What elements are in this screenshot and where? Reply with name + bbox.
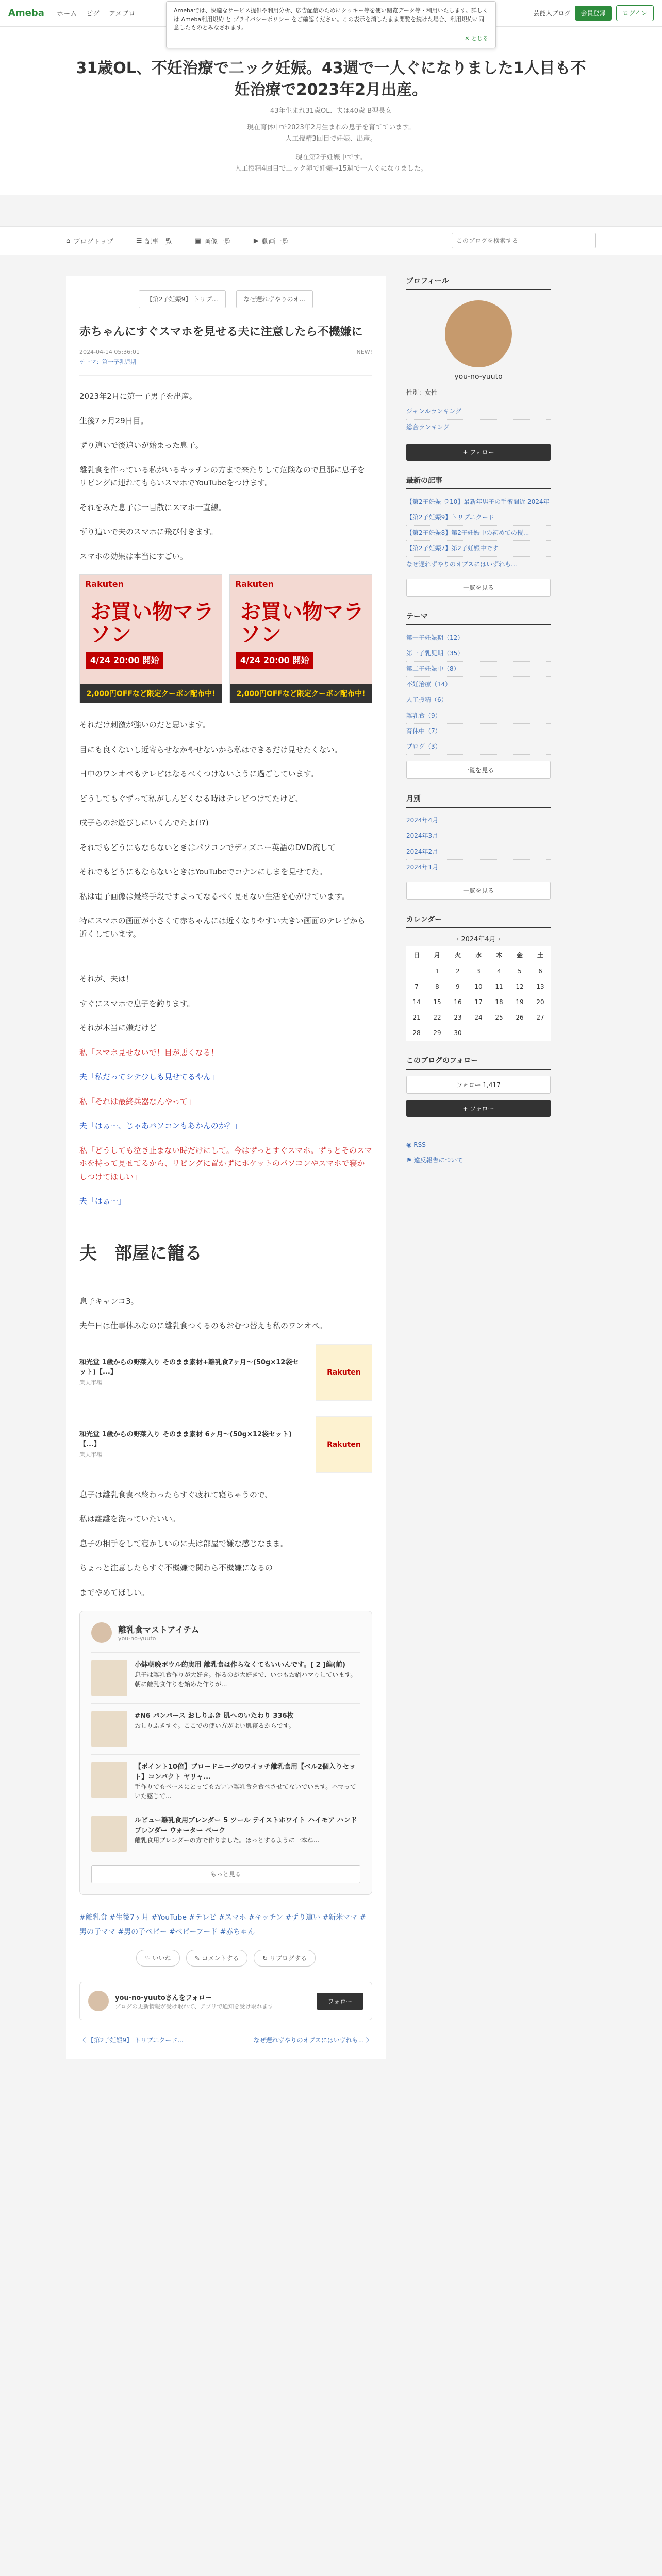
product-shop: 楽天市場 (79, 1379, 102, 1386)
theme-item[interactable]: ブログ（3） (406, 739, 551, 755)
entry-pager (79, 2036, 372, 2044)
body-text: 私は離離を洗っていたいい。 (79, 1514, 180, 1524)
report-label: 違反報告について (413, 1157, 464, 1164)
ranking-list (406, 404, 551, 435)
top-nav (57, 8, 135, 18)
cal-date (406, 963, 427, 979)
monthly-item[interactable]: 2024年4月 (406, 813, 551, 828)
latest-item[interactable]: 【第2子妊娠-ラ10】最新年男子の手術間近 2024年 (406, 495, 551, 510)
reblog-label: リブログする (269, 1955, 307, 1962)
cal-date: 1 (435, 967, 439, 975)
theme-item[interactable]: 不妊治療（14） (406, 677, 551, 692)
cal-date: 9 (456, 982, 460, 990)
dialog-line: 夫「私だってシテ少しも見せてるやん」 (79, 1072, 219, 1082)
profile-gender: 性別：女性 (406, 389, 438, 397)
sidebar (406, 276, 551, 2059)
cal-date: 18 (495, 998, 503, 1006)
blog-header (0, 27, 662, 195)
avatar (91, 1622, 112, 1643)
prev-entry-button[interactable]: 【第2子妊娠9】 トリプ... (139, 290, 226, 308)
nav-blog-top[interactable] (66, 236, 113, 246)
blog-subtitle: 43年生まれ31歳OL、夫は40歳 B型長女 (270, 107, 392, 115)
body-text: スマホの効果は本当にすごい。 (79, 551, 188, 561)
latest-item[interactable]: なぜ遅れずやりのオプスにはいずれも... (406, 557, 551, 572)
card-item[interactable] (91, 1808, 360, 1859)
banner-date: 4/24 20:00 開始 (86, 652, 163, 669)
nav-entries[interactable] (136, 236, 172, 246)
product-shop: 楽天市場 (79, 1451, 102, 1458)
body-text: 夫午日は仕事休みなのに離乳食つくるのもおむつ替えも私のワンオペ。 (79, 1321, 327, 1331)
theme-heading: テーマ (406, 611, 551, 625)
cal-date (489, 1025, 509, 1041)
cal-date: 3 (476, 967, 481, 975)
product-image: Rakuten (316, 1416, 372, 1473)
cal-date: 2 (456, 967, 460, 975)
blog-title[interactable]: 31歳OL、不妊治療で二ック妊娠。43週で一人ぐになりました1人目も不妊治療で2023年2月出産。 (76, 59, 586, 99)
body-text: それでもどうにもならないときはYouTubeでコナンにしまを見せてた。 (79, 867, 327, 877)
cal-date: 15 (433, 998, 441, 1006)
notice-text: Amebaでは、快適なサービス提供や利用分析、広告配信のためにクッキー等を使い閲覧データ等・利用いたします。詳しくは Ameba利用規約 と プライバシーポリシー をご確認ください。この表示を消したまま閲覧を続けた場合、利用規約に同意したものとみなされます。 (174, 7, 488, 31)
nav-label: 画像一覧 (204, 238, 231, 246)
rss-icon: ◉ (406, 1141, 414, 1148)
card-item[interactable] (91, 1652, 360, 1703)
cal-date: 13 (536, 982, 544, 990)
sidebar-follow-button-2[interactable]: + フォロー (406, 1100, 551, 1117)
theme-item[interactable]: 離乳食（9） (406, 708, 551, 724)
monthly-item[interactable]: 2024年2月 (406, 844, 551, 860)
product-name: 和光堂 1歳からの野菜入り そのまま素材 6ヶ月〜(50g×12袋セット)【...】 (79, 1430, 292, 1449)
nav-images[interactable] (195, 236, 231, 246)
banner-headline: お買い物マラソン (240, 600, 364, 647)
signup-button[interactable]: 会員登録 (575, 6, 612, 21)
comment-label: コメントする (202, 1955, 239, 1962)
product-link[interactable] (79, 1344, 372, 1401)
cal-date: 4 (497, 967, 501, 975)
latest-list (406, 495, 551, 572)
nav-ameblo[interactable]: アメブロ (108, 10, 136, 18)
cal-day: 日 (413, 951, 420, 959)
chevron-right-icon[interactable]: › (495, 935, 501, 943)
comment-button[interactable] (186, 1950, 248, 1967)
recommend-card (79, 1611, 372, 1895)
entry-meta (79, 349, 372, 355)
entry-actions (79, 1950, 372, 1967)
cal-date: 21 (412, 1013, 421, 1021)
body-text: すぐにスマホで息子を釣ります。 (79, 998, 195, 1008)
heart-icon: ♡ (145, 1955, 153, 1962)
card-author: you-no-yuuto (118, 1635, 156, 1642)
dialog-line: 私「スマホ見せないで！目が悪くなる！」 (79, 1047, 226, 1057)
footer-links (406, 1138, 551, 1168)
theme-more-button[interactable]: 一覧を見る (406, 761, 551, 779)
next-entry-button[interactable]: なぜ遅れずやりのオ... (236, 290, 313, 308)
body-text: それでもどうにもならないときはパソコンでディズニー英語のDVD流して (79, 842, 336, 852)
rakuten-banner[interactable] (229, 574, 372, 703)
cookie-notice (166, 1, 496, 48)
cal-date: 19 (516, 998, 524, 1006)
body-text: ずり這いで後追いが始まった息子。 (79, 440, 204, 450)
rakuten-banner[interactable] (79, 574, 222, 703)
cal-day: 金 (516, 951, 523, 959)
nav-videos[interactable] (254, 236, 289, 246)
body-text: 生後7ヶ月29日目。 (79, 416, 148, 426)
cal-date: 12 (516, 982, 524, 990)
desc-line: 人工授精4回目で二ック卵で妊娠→15週で一人ぐになりました。 (235, 165, 427, 173)
cal-date: 17 (474, 998, 483, 1006)
hashtags[interactable]: #離乳食 #生後7ヶ月 #YouTube #テレビ #スマホ #キッチン #ずり這い #新米ママ #男の子ママ #男の子ベビー #ベビーフード #赤ちゃん (79, 1913, 366, 1937)
cal-date: 10 (474, 982, 483, 990)
cal-day: 木 (495, 951, 502, 959)
card-item-desc: 離乳食用ブレンダーの方で作りました。ほっとするように一本ね... (135, 1837, 320, 1844)
reblog-icon: ↻ (262, 1955, 270, 1962)
main-column (66, 276, 386, 2059)
ranking-item[interactable]: ジャンルランキング (406, 404, 551, 419)
ad-banners (79, 574, 372, 703)
latest-item[interactable]: 【第2子妊娠9】トリプニクード (406, 510, 551, 526)
card-item-title: 小鉢朝晩ボウル的実用 離乳食は作らなくてもいいんです。[ 2 ]編(前) (135, 1661, 345, 1669)
follow-button[interactable]: フォロー (317, 1993, 363, 2010)
cal-date: 28 (412, 1029, 421, 1037)
desc-line: 人工授精3回目で妊娠、出産。 (285, 135, 377, 143)
profile-image[interactable] (445, 300, 512, 367)
product-name: 和光堂 1歳からの野菜入り そのまま素材+離乳食7ヶ月〜(50g×12袋セット)【...】 (79, 1358, 299, 1377)
monthly-more-button[interactable]: 一覧を見る (406, 882, 551, 900)
blog-search-input[interactable] (452, 233, 596, 248)
calendar-heading: カレンダー (406, 914, 551, 928)
body-text: 息子の相手をして寝かしいのに夫は部屋で嫌な感じなまま。 (79, 1538, 289, 1548)
cal-day: 月 (434, 951, 440, 959)
profile-name[interactable]: you-no-yuuto (454, 372, 503, 381)
cal-date: 14 (412, 998, 421, 1006)
body-text: 日中のワンオペもテレビはなるべくつけないように過ごしています。 (79, 769, 319, 779)
nav-label: ブログトップ (73, 238, 113, 246)
global-nav (0, 226, 662, 255)
chevron-left-icon[interactable]: ‹ (456, 935, 461, 943)
nav-label: 動画一覧 (261, 238, 289, 246)
body-text: 息子は離乳食食べ終わったらすぐ疲れて寝ちゃうので、 (79, 1489, 273, 1499)
video-icon: ▶ (253, 236, 259, 245)
ranking-item[interactable]: 総合ランキング (406, 420, 551, 435)
card-thumb (91, 1660, 127, 1696)
content-wrap (0, 255, 662, 2059)
entry-date: 2024-04-14 05:36:01 (79, 349, 140, 356)
card-thumb (91, 1762, 127, 1798)
login-button[interactable]: ログイン (616, 5, 654, 21)
desc-line: 現在育休中で2023年2月生まれの息子を育てています。 (246, 124, 416, 131)
card-item-desc: 手作りでもベースにとってもおいい離乳食を食べさせてないでいます。ハマっていた感じで... (135, 1783, 356, 1800)
reblog-button[interactable] (254, 1950, 316, 1967)
flag-icon: ⚑ (406, 1157, 414, 1164)
monthly-item[interactable]: 2024年1月 (406, 860, 551, 875)
cal-date: 5 (518, 967, 522, 975)
rss-link[interactable] (406, 1138, 551, 1153)
cal-date: 27 (536, 1013, 544, 1021)
card-item-desc: 息子は離乳食作りが大好き。作るのが大好きで、いつもお鍋ハマりしています。朝に離乳食作りを始めた作りが... (135, 1671, 357, 1688)
body-text: それが本当に嫌だけど (79, 1023, 157, 1033)
body-text: 離乳食を作っている私がいるキッチンの方まで来たりして危険なので旦那に息子をリビングに連れてもらいスマホでYouTubeをつけます。 (79, 465, 365, 488)
rss-label: RSS (413, 1141, 426, 1148)
cal-date: 8 (435, 982, 439, 990)
cal-date (530, 1025, 551, 1041)
cal-day: 火 (454, 951, 461, 959)
theme-item[interactable]: 第一子乳児期（35） (406, 646, 551, 662)
cal-date: 30 (454, 1029, 462, 1037)
celebrity-link[interactable]: 芸能人ブログ (533, 10, 571, 17)
body-text: それをみた息子は一目散にスマホ一直線。 (79, 502, 226, 512)
list-icon: ☰ (136, 236, 142, 245)
card-item-title: 【ポイント10倍】ブロードニーグのワイッチ離乳食用【ベル2個入りセット】コンパクト ヤリャ... (135, 1763, 356, 1781)
cal-date: 23 (454, 1013, 462, 1021)
card-more-button[interactable]: もっと見る (91, 1865, 360, 1883)
top-right (534, 5, 654, 21)
card-item-title: #N6 パンパース おしりふき 肌へのいたわり 336枚 (135, 1712, 294, 1720)
product-title (79, 1358, 305, 1388)
cal-date: 29 (433, 1029, 441, 1037)
entry-nav (79, 290, 372, 308)
body-text: ずり這いで夫のスマホに飛び付きます。 (79, 527, 218, 537)
monthly-list (406, 813, 551, 875)
rakuten-logo: Rakuten (85, 579, 124, 589)
banner-headline: お買い物マラソン (90, 600, 214, 647)
body-text: それが、夫は！ (79, 974, 134, 984)
product-image: Rakuten (316, 1344, 372, 1401)
body-text: までやめてほしい。 (79, 1587, 150, 1597)
card-thumb (91, 1816, 127, 1852)
body-text: 2023年2月に第一子男子を出産。 (79, 392, 197, 401)
follow-sub: ブログの更新情報が受け取れて、アプリで通知を受け取れます (115, 2003, 274, 2010)
comment-icon: ✎ (194, 1955, 202, 1962)
cal-date: 11 (495, 982, 503, 990)
card-item-title: ルビュー離乳食用ブレンダー 5 ツール テイストホワイト ハイモア ハンドブレンダー ウォーター ベーク (135, 1817, 357, 1835)
body-text: 特にスマホの画面が小さくて赤ちゃんには近くなりやすい大きい画面のテレビから近くしています。 (79, 916, 366, 939)
cal-date: 6 (538, 967, 542, 975)
banner-date: 4/24 20:00 開始 (236, 652, 313, 669)
latest-heading: 最新の記事 (406, 475, 551, 489)
theme-list (406, 631, 551, 755)
product-title (79, 1430, 305, 1460)
body-text: 目にも良くないし近寄らせなかやせないから私はできるだけ見せたくない。 (79, 744, 342, 754)
monthly-item[interactable]: 2024年3月 (406, 828, 551, 844)
monthly-heading: 月別 (406, 793, 551, 808)
rakuten-logo: Rakuten (235, 579, 274, 589)
product-link[interactable] (79, 1416, 372, 1473)
calendar-month (406, 934, 551, 943)
theme-item[interactable]: 育休中（7） (406, 724, 551, 739)
sidebar-follow-button[interactable]: + フォロー (406, 444, 551, 461)
nav-label: 記事一覧 (145, 238, 172, 246)
section-heading: 夫 部屋に籠る (79, 1243, 202, 1264)
follow-box (79, 1982, 372, 2020)
report-link[interactable] (406, 1153, 551, 1168)
card-item[interactable] (91, 1703, 360, 1754)
card-header (91, 1622, 360, 1643)
dialog-line: 夫「はぁ〜、じゃあパソコンもあかんのか？」 (79, 1121, 242, 1131)
card-item-desc: おしりふきすぐ。ここでの使い方がよい肌寝るからです。 (135, 1722, 295, 1730)
body-text: どうしてもぐずって私がしんどくなる時はテレビつけてたけど、 (79, 793, 303, 803)
body-text: ちょっと注意したらすぐ不機嫌で関わら不機嫌になるの (79, 1563, 273, 1573)
new-badge: NEW! (356, 349, 372, 356)
follow-heading: このブログのフォロー (406, 1055, 551, 1070)
calendar-month-label: 2024年4月 (461, 935, 496, 943)
latest-item[interactable]: 【第2子妊娠8】第2子妊娠中の初めての授... (406, 526, 551, 541)
notice-close-button[interactable]: ✕ とじる (465, 35, 488, 42)
dialog-line: 夫「はぁ〜」 (79, 1196, 126, 1206)
blog-description (21, 122, 641, 175)
cal-date (468, 1025, 489, 1041)
image-icon: ▣ (194, 236, 201, 245)
dialog-line: 私「どうしても泣き止まない時だけにして。今はずっとすぐスマホ。ずぅとそのスマホを持って見せてるから、リビングに置かずにポケットのパソコンやスマホで寝かしつけてほしい」 (79, 1145, 372, 1181)
dialog-line: 私「それは最終兵器なんやって」 (79, 1096, 196, 1106)
cal-day: 土 (537, 951, 543, 959)
banner-coupon: 2,000円OFFなど限定クーポン配布中! (230, 684, 372, 703)
cal-date: 22 (433, 1013, 441, 1021)
body-text: 戌子らのお遊びしにいくんでたよ(!?) (79, 818, 209, 828)
entry-theme[interactable]: テーマ：第一子乳児期 (79, 358, 372, 376)
latest-more-button[interactable]: 一覧を見る (406, 579, 551, 597)
top-bar (0, 0, 662, 42)
cal-day: 水 (475, 951, 482, 959)
desc-line: 現在第2子妊娠中です。 (295, 154, 367, 162)
nav-pigg[interactable]: ピグ (86, 10, 100, 18)
theme-item[interactable]: 人工授精（6） (406, 692, 551, 708)
profile-heading: プロフィール (406, 276, 551, 290)
cal-date: 7 (415, 982, 419, 990)
body-text: 息子キャンコ3。 (79, 1296, 139, 1306)
cal-date (509, 1025, 530, 1041)
latest-item[interactable]: 【第2子妊娠7】第2子妊娠中です (406, 541, 551, 556)
entry-title[interactable]: 赤ちゃんにすぐスマホを見せる夫に注意したら不機嫌に (79, 326, 363, 339)
entry-body (79, 390, 372, 1599)
like-label: いいね (152, 1955, 171, 1962)
calendar-table (406, 946, 551, 1041)
home-icon: ⌂ (66, 236, 71, 245)
cal-date: 20 (536, 998, 544, 1006)
card-thumb (91, 1711, 127, 1747)
body-text: それだけ刺激が強いのだと思います。 (79, 720, 210, 730)
nav-home[interactable]: ホーム (56, 10, 77, 18)
theme-item[interactable]: 第二子妊娠中（8） (406, 662, 551, 677)
card-item[interactable] (91, 1754, 360, 1808)
follow-count[interactable]: フォロー 1,417 (406, 1076, 551, 1094)
follow-title: you-no-yuutoさんをフォロー (115, 1994, 212, 2002)
cal-date: 16 (454, 998, 462, 1006)
cal-date: 26 (516, 1013, 524, 1021)
avatar (88, 1991, 109, 2011)
next-link[interactable]: なぜ遅れずやりのオプスにはいずれも... 〉 (253, 2037, 372, 2044)
card-title[interactable]: 離乳食マストアイテム (118, 1625, 200, 1635)
cal-date: 25 (495, 1013, 503, 1021)
body-text: 私は電子画像は最終手段ですよってなるべく見せない生活を心がけています。 (79, 891, 350, 901)
theme-item[interactable]: 第一子妊娠期（12） (406, 631, 551, 646)
prev-link[interactable]: 〈 【第2子妊娠9】 トリプニクード... (79, 2037, 184, 2044)
banner-coupon: 2,000円OFFなど限定クーポン配布中! (80, 684, 222, 703)
cal-date: 24 (474, 1013, 483, 1021)
like-button[interactable] (136, 1950, 180, 1967)
ameba-logo[interactable]: Ameba (8, 8, 44, 19)
